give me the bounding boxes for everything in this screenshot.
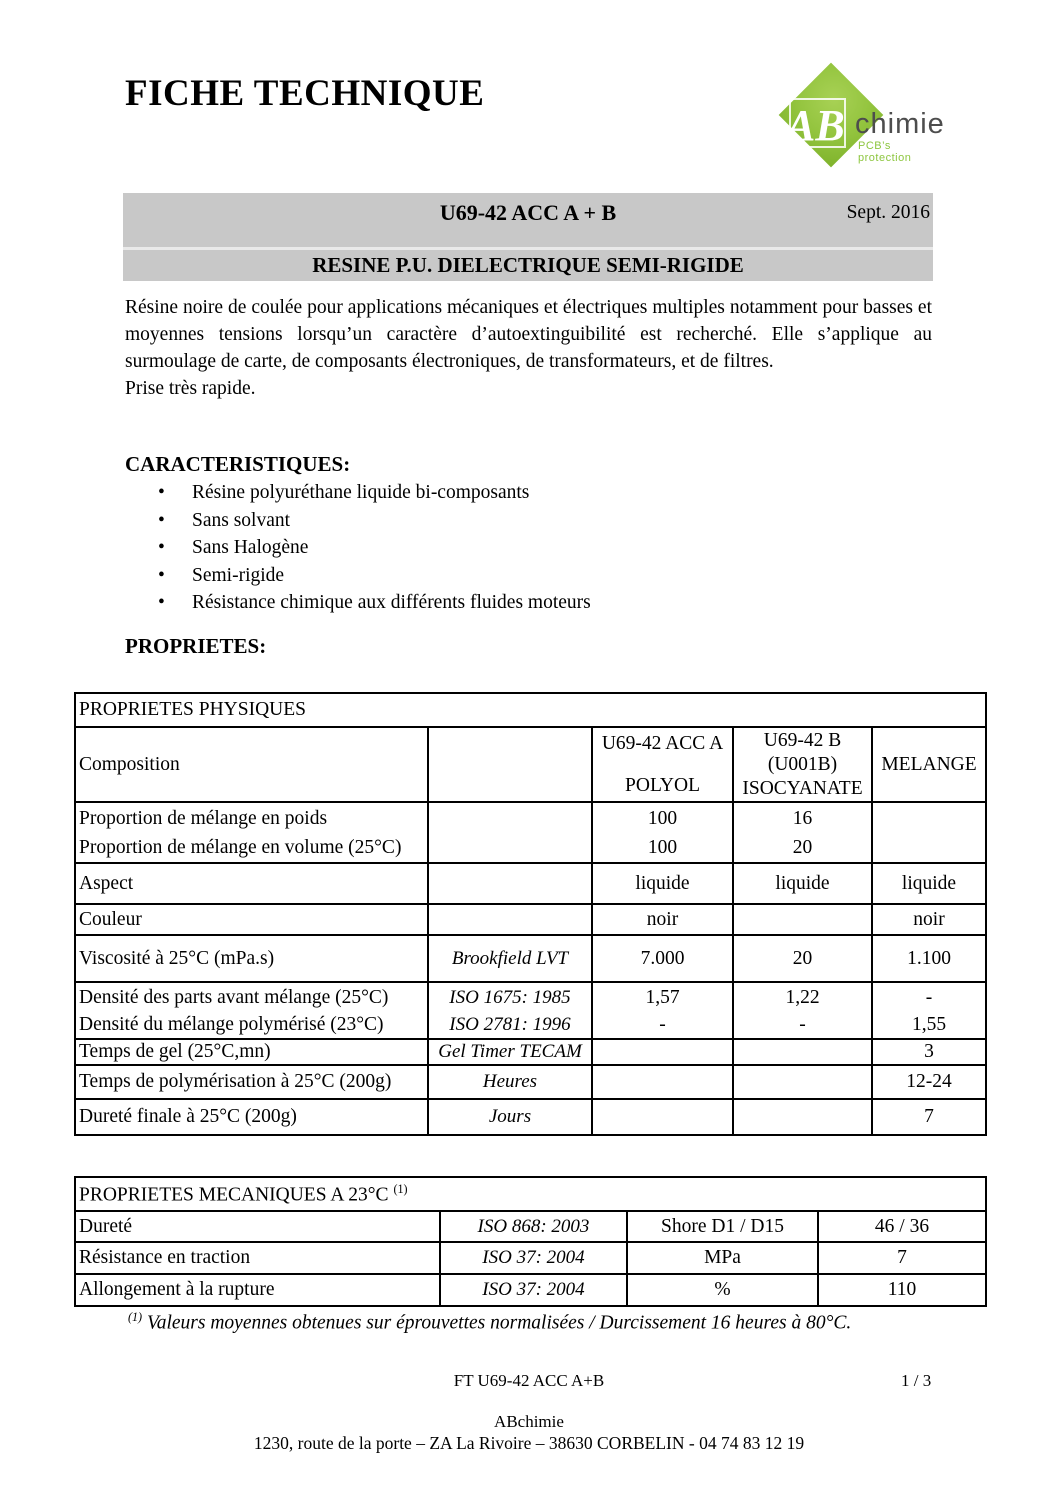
empty-cell (592, 1039, 733, 1065)
cell-value: 46 / 36 (818, 1211, 986, 1242)
cell-value: 1.100 (872, 935, 986, 982)
banner-row-product (123, 193, 933, 247)
cell-value (872, 982, 986, 1039)
list-item (158, 534, 591, 562)
cell-param: Couleur (75, 904, 428, 935)
footnote-text: Valeurs moyennes obtenues sur éprouvettes normalisées / Durcissement 16 heures à 80°C. (142, 1312, 852, 1334)
cell-line: - (659, 1013, 666, 1035)
cell-method: Heures (428, 1065, 592, 1099)
cell-line: Densité des parts avant mélange (25°C) (79, 986, 389, 1008)
cell-line: Proportion de mélange en poids (79, 807, 328, 829)
logo-chimie-text: chimie (855, 108, 945, 140)
cell-method: ISO 37: 2004 (440, 1242, 627, 1274)
cell-param: Viscosité à 25°C (mPa.s) (75, 935, 428, 982)
cell-polyol-header (592, 727, 733, 802)
empty-cell (428, 802, 592, 863)
logo-tagline: PCB’s protection (858, 140, 912, 164)
product-name: U69-42 ACC A + B (439, 200, 617, 225)
cell-method: ISO 37: 2004 (440, 1274, 627, 1306)
footer-page-number: 1 / 3 (901, 1371, 932, 1390)
empty-cell (592, 1065, 733, 1099)
cell-param: Allongement à la rupture (75, 1274, 440, 1306)
footer-address: 1230, route de la porte – ZA La Rivoire – 38630 CORBELIN - 04 74 83 12 19 (253, 1433, 805, 1453)
empty-cell (592, 1099, 733, 1135)
cell-line: 1,55 (911, 1013, 947, 1035)
characteristics-list (158, 479, 591, 617)
cell-value: 110 (818, 1274, 986, 1306)
intro-paragraph-2: Prise très rapide. (125, 378, 256, 399)
empty-cell (428, 863, 592, 904)
logo-ab-text: AB (786, 101, 845, 150)
cell-param: Résistance en traction (75, 1242, 440, 1274)
cell-value: 3 (872, 1039, 986, 1065)
product-banner (123, 193, 933, 281)
col-header-line: (U001B) (767, 753, 838, 775)
list-item-label: Résistance chimique aux différents fluides moteurs (192, 592, 591, 613)
cell-value (592, 982, 733, 1039)
cell-value: liquide (733, 863, 872, 904)
physical-table-title: PROPRIETES PHYSIQUES (75, 693, 986, 727)
col-header-line: U69-42 B (763, 729, 842, 751)
list-item (158, 562, 591, 590)
footnote (128, 1310, 958, 1335)
table-row (75, 727, 986, 802)
cell-value: noir (592, 904, 733, 935)
table-row (75, 1242, 986, 1274)
cell-line: 16 (792, 807, 813, 829)
empty-cell (733, 1039, 872, 1065)
cell-value: 20 (733, 935, 872, 982)
bullet-icon: • (158, 482, 165, 503)
cell-line: ISO 1675: 1985 (449, 986, 571, 1008)
empty-cell (428, 727, 592, 802)
cell-line: Densité du mélange polymérisé (23°C) (79, 1013, 384, 1035)
table-row (75, 1099, 986, 1135)
cell-param (75, 802, 428, 863)
table-row (75, 935, 986, 982)
cell-param: Dureté finale à 25°C (200g) (75, 1099, 428, 1135)
footer-company-name: ABchimie (494, 1412, 564, 1431)
cell-line: - (799, 1013, 806, 1035)
cell-value: liquide (872, 863, 986, 904)
list-item-label: Semi-rigide (192, 564, 285, 586)
list-item-label: Sans Halogène (192, 537, 309, 558)
list-item-label: Sans solvant (192, 509, 291, 531)
cell-line: ISO 2781: 1996 (449, 1013, 571, 1035)
cell-value: 12-24 (872, 1065, 986, 1099)
cell-param: Composition (75, 727, 428, 802)
col-header-line: ISOCYANATE (742, 777, 863, 799)
cell-value: noir (872, 904, 986, 935)
cell-method: Brookfield LVT (428, 935, 592, 982)
table-row (75, 1065, 986, 1099)
list-item-label: Résine polyuréthane liquide bi-composants (192, 482, 530, 503)
properties-heading: PROPRIETES: (125, 634, 267, 658)
physical-properties-table (74, 692, 987, 1136)
bullet-icon: • (158, 509, 165, 531)
cell-method (428, 982, 592, 1039)
cell-param: Dureté (75, 1211, 440, 1242)
footer-doc-reference: FT U69-42 ACC A+B (453, 1371, 605, 1390)
table-row (75, 1274, 986, 1306)
cell-method: ISO 868: 2003 (440, 1211, 627, 1242)
cell-line: Proportion de mélange en volume (25°C) (79, 836, 402, 858)
cell-value (733, 982, 872, 1039)
cell-isocyanate-header (733, 727, 872, 802)
cell-line: 1,57 (645, 986, 680, 1008)
table-row (75, 863, 986, 904)
mechanical-properties-table (74, 1176, 987, 1307)
bullet-icon: • (158, 537, 165, 558)
intro-paragraph: Résine noire de coulée pour applications mécaniques et électriques multiples notamment pour basses et moyennes tensions lorsqu’un caractère d’autoextinguibilité est recherché. Elle s’applique au surmoulage de carte, de composants électroniques, de transformateurs, et de filtres. (125, 297, 932, 372)
cell-line: 20 (792, 836, 813, 858)
table-row (75, 1211, 986, 1242)
mechanical-table-title (75, 1177, 986, 1211)
cell-unit: Shore D1 / D15 (627, 1211, 818, 1242)
cell-line: 100 (647, 836, 678, 858)
cell-unit: % (627, 1274, 818, 1306)
empty-cell (428, 904, 592, 935)
col-header-line: U69-42 ACC A (601, 732, 724, 754)
cell-line: - (925, 986, 933, 1008)
mechanical-title-text: PROPRIETES MECANIQUES A 23°C (79, 1184, 394, 1206)
bullet-icon: • (158, 592, 165, 613)
empty-cell (872, 802, 986, 863)
table-row (75, 982, 986, 1039)
table-row (75, 904, 986, 935)
list-item (158, 479, 591, 507)
intro-text (125, 294, 932, 402)
cell-value: liquide (592, 863, 733, 904)
page-title: FICHE TECHNIQUE (125, 73, 485, 114)
list-item (158, 589, 591, 617)
table-row (75, 802, 986, 863)
bullet-icon: • (158, 564, 165, 586)
empty-cell (733, 1065, 872, 1099)
cell-line: 100 (647, 807, 678, 829)
cell-value: 7 (818, 1242, 986, 1274)
cell-value (733, 802, 872, 863)
cell-method: Gel Timer TECAM (428, 1039, 592, 1065)
table-row (75, 1039, 986, 1065)
cell-value (592, 802, 733, 863)
cell-melange-header: MELANGE (872, 727, 986, 802)
cell-value: 7.000 (592, 935, 733, 982)
mechanical-title-superscript: (1) (393, 1181, 408, 1196)
product-subtitle: RESINE P.U. DIELECTRIQUE SEMI-RIGIDE (312, 253, 744, 277)
empty-cell (733, 904, 872, 935)
list-item (158, 507, 591, 535)
cell-param (75, 982, 428, 1039)
cell-param: Temps de gel (25°C,mn) (75, 1039, 428, 1065)
col-header-line: POLYOL (625, 774, 700, 796)
footnote-superscript: (1) (128, 1310, 143, 1324)
cell-value: 7 (872, 1099, 986, 1135)
abchimie-logo (770, 52, 945, 192)
characteristics-heading: CARACTERISTIQUES: (125, 452, 351, 476)
empty-cell (733, 1099, 872, 1135)
cell-param: Temps de polymérisation à 25°C (200g) (75, 1065, 428, 1099)
revision-date: Sept. 2016 (846, 202, 930, 223)
cell-param: Aspect (75, 863, 428, 904)
cell-unit: MPa (627, 1242, 818, 1274)
cell-method: Jours (428, 1099, 592, 1135)
cell-line: 1,22 (785, 986, 820, 1008)
